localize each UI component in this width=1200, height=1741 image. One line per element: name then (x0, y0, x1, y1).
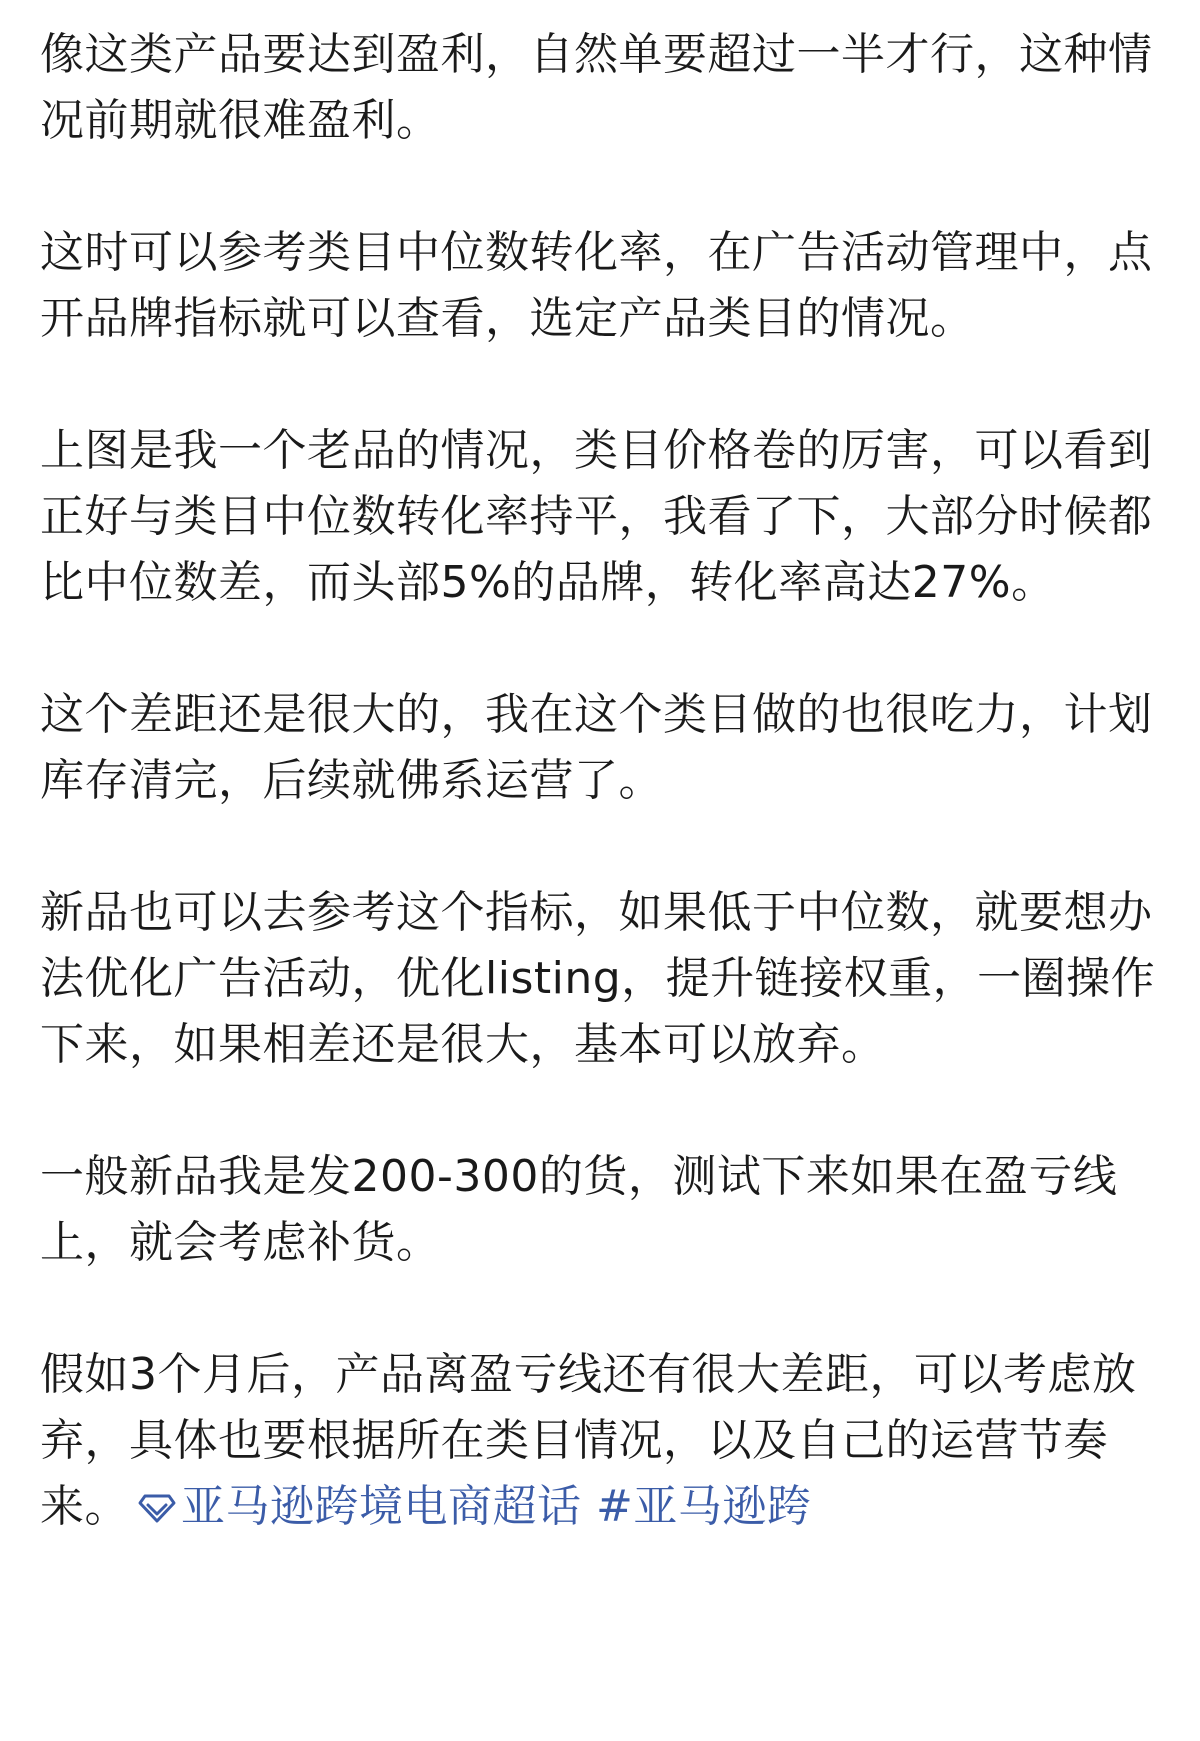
post-body (40, 22, 1170, 1540)
paragraph-7-text: 假如3个月后，产品离盈亏线还有很大差距，可以考虑放弃，具体也要根据所在类目情况，以及自己的运营节奏来。 (40, 1349, 1137, 1532)
paragraph-5: 新品也可以去参考这个指标，如果低于中位数，就要想办法优化广告活动，优化listing，提升链接权重，一圈操作下来，如果相差还是很大，基本可以放弃。 (40, 887, 1156, 1070)
super-topic-label: 亚马逊跨境电商超话 (181, 1481, 582, 1532)
paragraph-2: 这时可以参考类目中位数转化率，在广告活动管理中，点开品牌指标就可以查看，选定产品类目的情况。 (40, 227, 1153, 344)
super-topic-link[interactable] (129, 1481, 582, 1532)
diamond-icon (137, 1487, 177, 1527)
paragraph-4: 这个差距还是很大的，我在这个类目做的也很吃力，计划库存清完，后续就佛系运营了。 (40, 689, 1153, 806)
paragraph-3: 上图是我一个老品的情况，类目价格卷的厉害，可以看到正好与类目中位数转化率持平，我看了下，大部分时候都比中位数差，而头部5%的品牌，转化率高达27%。 (40, 425, 1153, 608)
paragraph-1: 像这类产品要达到盈利，自然单要超过一半才行，这种情况前期就很难盈利。 (40, 29, 1153, 146)
paragraph-7 (40, 1342, 1170, 1540)
hashtag-link[interactable]: #亚马逊跨 (596, 1481, 812, 1532)
paragraph-6: 一般新品我是发200-300的货，测试下来如果在盈亏线上，就会考虑补货。 (40, 1151, 1118, 1268)
